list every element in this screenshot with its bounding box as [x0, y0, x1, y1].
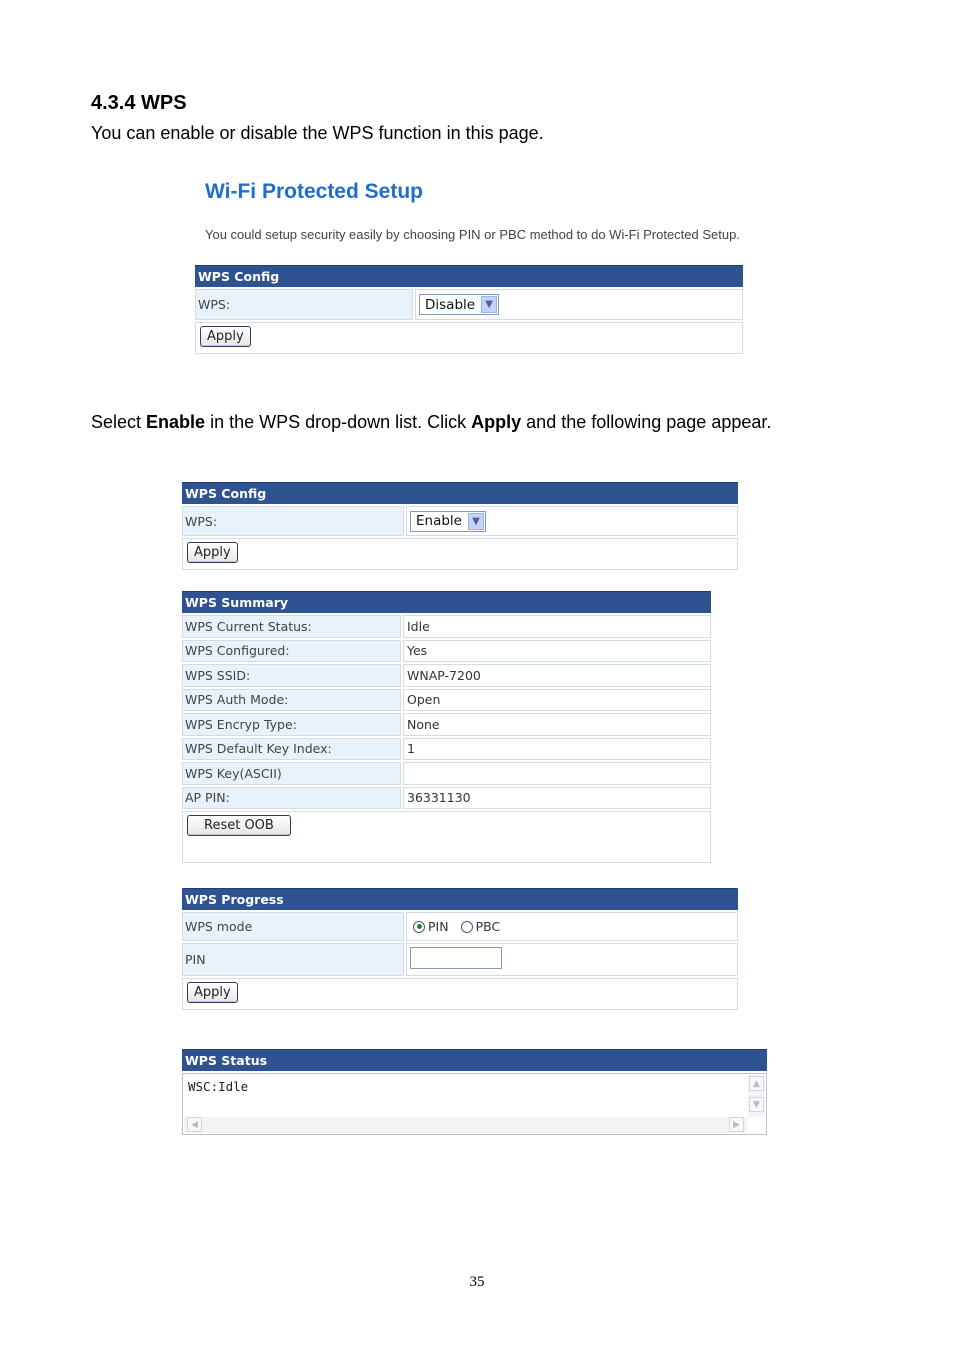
wps-config-button-row — [182, 538, 738, 570]
wps-select-value: Enable — [416, 513, 462, 529]
wps-config-row — [195, 289, 743, 320]
vertical-scrollbar[interactable] — [748, 1075, 765, 1117]
wps-config-row — [182, 506, 738, 536]
section-intro: You can enable or disable the WPS function in this page. — [91, 123, 544, 143]
table-row — [182, 787, 711, 810]
wps-config-panel-2 — [182, 482, 738, 570]
table-row — [182, 762, 711, 785]
table-row — [182, 713, 711, 736]
wps-config-header: WPS Config — [195, 265, 743, 287]
wps-status-panel — [182, 1049, 767, 1135]
summary-value: None — [403, 713, 711, 736]
scroll-down-icon[interactable]: ▼ — [749, 1097, 764, 1112]
wps-page-description: You could setup security easily by choosing PIN or PBC method to do Wi-Fi Protected Setup. — [205, 227, 740, 242]
summary-label: WPS Current Status: — [182, 615, 401, 638]
wps-status-header: WPS Status — [182, 1049, 767, 1071]
wps-summary-rows — [182, 615, 711, 809]
scroll-right-icon[interactable]: ▶ — [729, 1117, 744, 1132]
summary-value: WNAP-7200 — [403, 664, 711, 687]
wps-mode-options — [406, 912, 738, 941]
summary-label: WPS Encryp Type: — [182, 713, 401, 736]
summary-label: WPS Configured: — [182, 640, 401, 663]
apply-button[interactable]: Apply — [200, 326, 251, 347]
wps-summary-panel — [182, 591, 711, 863]
wps-progress-button-row — [182, 978, 738, 1010]
instruction-bold: Apply — [471, 412, 522, 432]
instruction-bold: Enable — [146, 412, 206, 432]
summary-value: 1 — [403, 738, 711, 761]
table-row — [182, 664, 711, 687]
scroll-left-icon[interactable]: ◀ — [187, 1117, 202, 1132]
pin-label: PIN — [182, 943, 404, 976]
chevron-down-icon[interactable]: ▼ — [481, 296, 497, 313]
horizontal-scrollbar[interactable] — [184, 1117, 747, 1133]
summary-value: Open — [403, 689, 711, 712]
instruction-part: and the following page appear. — [521, 412, 772, 432]
wps-config-panel-1 — [195, 265, 743, 354]
wps-progress-header: WPS Progress — [182, 888, 738, 910]
summary-label: WPS Auth Mode: — [182, 689, 401, 712]
summary-label: WPS Key(ASCII) — [182, 762, 401, 785]
summary-label: AP PIN: — [182, 787, 401, 810]
pbc-radio-label: PBC — [475, 919, 501, 934]
table-row — [182, 689, 711, 712]
pin-input-cell — [406, 943, 738, 976]
pin-radio-label: PIN — [428, 919, 449, 934]
wps-config-button-row — [195, 322, 743, 354]
summary-value: Idle — [403, 615, 711, 638]
summary-value: Yes — [403, 640, 711, 663]
apply-button[interactable]: Apply — [187, 542, 238, 563]
instruction-part: in the WPS drop-down list. Click — [205, 412, 472, 432]
wps-pin-row — [182, 943, 738, 976]
wps-progress-panel — [182, 888, 738, 1010]
pin-radio[interactable] — [413, 921, 425, 933]
wps-page-heading: Wi-Fi Protected Setup — [205, 180, 423, 203]
table-row — [182, 615, 711, 638]
reset-oob-button[interactable]: Reset OOB — [187, 815, 291, 836]
wps-status-text: WSC:Idle — [188, 1079, 249, 1094]
summary-value: 36331130 — [403, 787, 711, 810]
wps-value-cell — [415, 289, 743, 320]
wps-config-header: WPS Config — [182, 482, 738, 504]
table-row — [182, 738, 711, 761]
summary-label: WPS Default Key Index: — [182, 738, 401, 761]
wps-mode-label: WPS mode — [182, 912, 404, 941]
chevron-down-icon[interactable]: ▼ — [468, 513, 484, 530]
table-row — [182, 640, 711, 663]
wps-label: WPS: — [182, 506, 404, 536]
scroll-up-icon[interactable]: ▲ — [749, 1076, 764, 1091]
wps-label: WPS: — [195, 289, 413, 320]
apply-button[interactable]: Apply — [187, 982, 238, 1003]
wps-select[interactable] — [419, 294, 499, 315]
wps-select-value: Disable — [425, 296, 476, 313]
pbc-radio[interactable] — [461, 921, 473, 933]
page-number: 35 — [469, 1274, 485, 1290]
pin-input[interactable] — [410, 947, 502, 969]
summary-label: WPS SSID: — [182, 664, 401, 687]
wps-status-textarea[interactable] — [182, 1073, 767, 1135]
wps-value-cell — [406, 506, 738, 536]
wps-select[interactable] — [410, 511, 486, 532]
summary-value — [403, 762, 711, 785]
section-title: 4.3.4 WPS — [91, 92, 187, 114]
wps-summary-header: WPS Summary — [182, 591, 711, 613]
instruction-part: Select — [91, 412, 147, 432]
instruction-text — [91, 412, 771, 433]
wps-mode-row — [182, 912, 738, 941]
wps-summary-button-row — [182, 811, 711, 863]
